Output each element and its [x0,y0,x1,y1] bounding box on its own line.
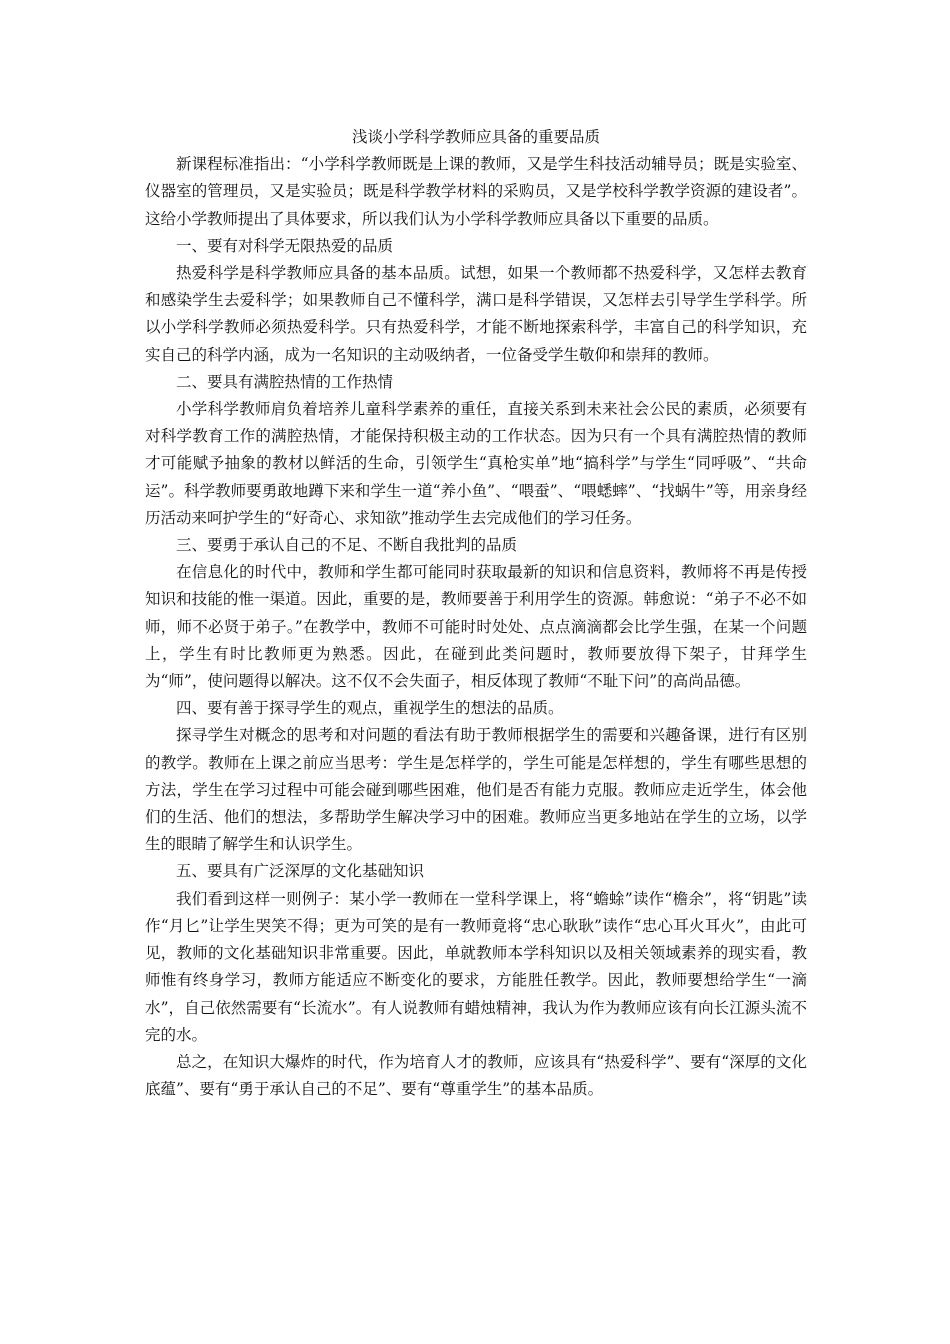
conclusion-paragraph: 总之，在知识大爆炸的时代，作为培育人才的教师，应该具有“热爱科学”、要有“深厚的文化底蕴”、要有“勇于承认自己的不足”、要有“尊重学生”的基本品质。 [145,1052,807,1099]
section-heading-4: 四、要有善于探寻学生的观点，重视学生的想法的品质。 [176,699,564,718]
section-heading-5: 五、要具有广泛深厚的文化基础知识 [176,862,425,881]
document-title: 浅谈小学科学教师应具备的重要品质 [351,128,600,146]
document-body [145,124,807,1103]
intro-paragraph: 新课程标准指出：“小学科学教师既是上课的教师，又是学生科技活动辅导员；既是实验室、仪器室的管理员，又是实验员；既是科学教学材料的采购员，又是学校科学教学资源的建设者”。这给小学教师提出了具体要求，所以我们认为小学科学教师应具备以下重要的品质。 [145,155,807,228]
section-1-paragraph: 热爱科学是科学教师应具备的基本品质。试想，如果一个教师都不热爱科学，又怎样去教育和感染学生去爱科学；如果教师自己不懂科学，满口是科学错误，又怎样去引导学生学科学。所以小学科学教师必须热爱科学。只有热爱科学，才能不断地探索科学，丰富自己的科学知识，充实自己的科学内涵，成为一名知识的主动吸纳者，一位备受学生敬仰和崇拜的教师。 [145,264,807,364]
section-heading-1: 一、要有对科学无限热爱的品质 [176,236,394,255]
section-4-paragraph: 探寻学生对概念的思考和对问题的看法有助于教师根据学生的需要和兴趣备课，进行有区别的教学。教师在上课之前应当思考：学生是怎样学的，学生可能是怎样想的，学生有哪些思想的方法，学生在学习过程中可能会碰到哪些困难，他们是否有能力克服。教师应走近学生，体会他们的生活、他们的想法，多帮助学生解决学习中的困难。教师应当更多地站在学生的立场，以学生的眼睛了解学生和认识学生。 [145,726,807,854]
section-3-paragraph: 在信息化的时代中，教师和学生都可能同时获取最新的知识和信息资料，教师将不再是传授知识和技能的惟一渠道。因此，重要的是，教师要善于利用学生的资源。韩愈说：“弟子不必不如师，师不必贤于弟子。”在教学中，教师不可能时时处处、点点滴滴都会比学生强，在某一个问题上，学生有时比教师更为熟悉。因此，在碰到此类问题时，教师要放得下架子，甘拜学生为“师”，使问题得以解决。这不仅不会失面子，相反体现了教师“不耻下问”的高尚品德。 [145,563,807,691]
section-heading-3: 三、要勇于承认自己的不足、不断自我批判的品质 [176,536,518,555]
section-2-paragraph: 小学科学教师肩负着培养儿童科学素养的重任，直接关系到未来社会公民的素质，必须要有对科学教育工作的满腔热情，才能保持积极主动的工作状态。因为只有一个具有满腔热情的教师才可能赋予抽象的教材以鲜活的生命，引领学生“真枪实单”地“搞科学”与学生“同呼吸”、“共命运”。科学教师要勇敢地蹲下来和学生一道“养小鱼”、“喂蚕”、“喂蟋蟀”、“找蜗牛”等，用亲身经历活动来呵护学生的“好奇心、求知欲”推动学生去完成他们的学习任务。 [145,400,807,527]
section-5-paragraph: 我们看到这样一则例子：某小学一教师在一堂科学课上，将“蟾蜍”读作“檐余”，将“钥匙”读作“月匕”让学生哭笑不得；更为可笑的是有一教师竟将“忠心耿耿”读作“忠心耳火耳火”，由此可见，教师的文化基础知识非常重要。因此，单就教师本学科知识以及相关领域素养的现实看，教师惟有终身学习，教师方能适应不断变化的要求，方能胜任教学。因此，教师要想给学生“一滴水”，自己依然需要有“长流水”。有人说教师有蜡烛精神，我认为作为教师应该有向长江源头流不完的水。 [145,889,807,1044]
section-heading-2: 二、要具有满腔热情的工作热情 [176,372,394,391]
